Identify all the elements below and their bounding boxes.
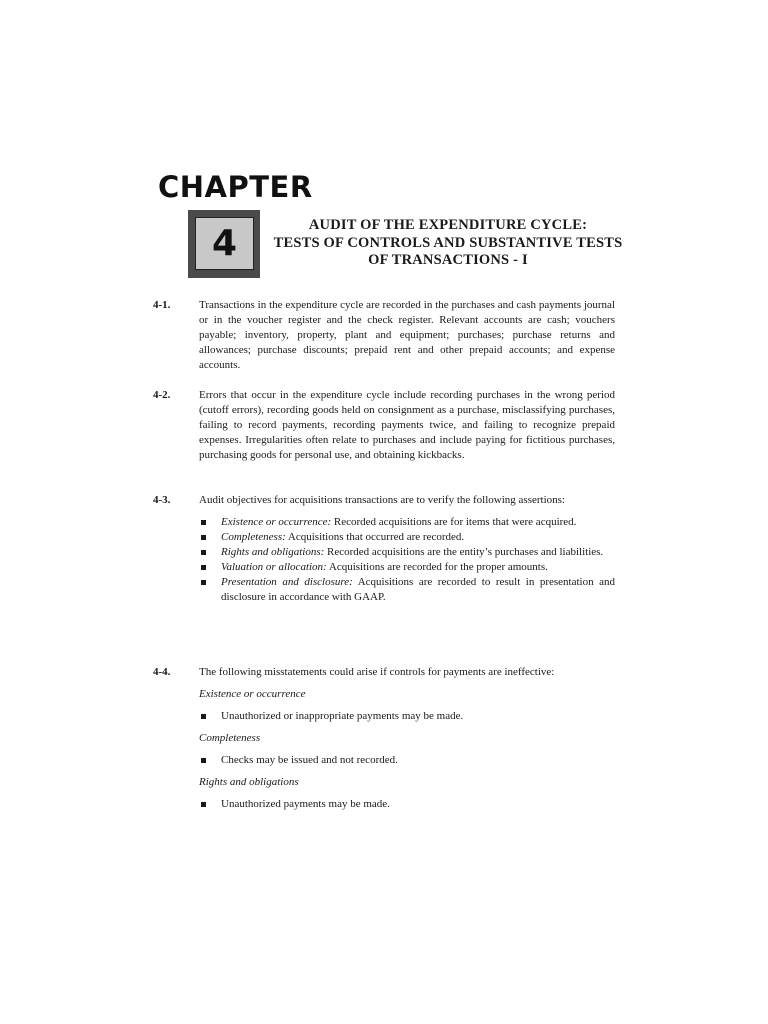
misstatement-text: Unauthorized payments may be made. [221,798,390,810]
bullet-icon [201,550,206,555]
list-item [199,545,615,560]
assertion-term: Completeness: [221,531,286,543]
bullet-icon [201,520,206,525]
question-text: Errors that occur in the expenditure cycle include recording purchases in the wrong period (cutoff errors), recording goods held on consignment as a purchase, misclassifying purchases, failing to record payments, recording payments twice, and failing to recognize prepaid expenses. Irregularities often relate to purchases and include paying for fictitious purchases, purchasing goods for personal use, and obtaining kickbacks. [199,389,615,461]
list-item [199,797,615,812]
question-number: 4-3. [153,494,171,506]
misstatement-text: Unauthorized or inappropriate payments may be made. [221,710,464,722]
bullet-icon [201,535,206,540]
question-text: Transactions in the expenditure cycle are recorded in the purchases and cash payments journal or in the voucher register and the check register. Relevant accounts are cash; vouchers payable; inventory, property, plant and equipment; purchases; purchase returns and allowances; purchase discounts; prepaid rent and other prepaid accounts; and expense accounts. [199,299,615,371]
bullet-icon [201,758,206,763]
list-item [199,560,615,575]
question-4-4 [153,665,615,812]
assertion-text: Acquisitions are recorded for the proper amounts. [326,561,548,573]
bullet-icon [201,714,206,719]
question-4-1 [153,298,615,373]
subheading-completeness: Completeness [199,732,261,744]
chapter-title [268,217,628,270]
chapter-number-box [188,210,260,278]
assertion-list [199,515,615,605]
chapter-title-line: TESTS OF CONTROLS AND SUBSTANTIVE TESTS [273,234,623,251]
assertion-term: Existence or occurrence: [221,516,332,528]
misstatement-list [199,797,615,812]
chapter-title-line: OF TRANSACTIONS - I [368,252,528,268]
assertion-term: Valuation or allocation: [221,561,327,573]
bullet-icon [201,565,206,570]
chapter-title-line: AUDIT OF THE EXPENDITURE CYCLE: [308,217,588,233]
assertion-term: Presentation and disclosure: [221,576,353,588]
question-number: 4-1. [153,299,171,311]
assertion-term: Rights and obligations: [221,546,325,558]
assertion-text: Acquisitions that occurred are recorded. [285,531,465,543]
chapter-label: CHAPTER [158,170,313,204]
subheading-existence: Existence or occurrence [199,688,306,700]
question-intro: Audit objectives for acquisitions transactions are to verify the following assertions: [199,494,565,506]
list-item [199,575,615,605]
assertion-text: Acquisitions are recorded to result in presentation and disclosure in accordance with GAAP. [221,576,615,603]
bullet-icon [201,580,206,585]
question-intro: The following misstatements could arise if controls for payments are ineffective: [199,666,555,678]
assertion-text: Recorded acquisitions are the entity’s purchases and liabilities. [324,546,604,558]
list-item [199,530,615,545]
question-4-2 [153,388,615,463]
list-item [199,515,615,530]
subheading-rights: Rights and obligations [199,776,299,788]
bullet-icon [201,802,206,807]
question-number: 4-2. [153,389,171,401]
misstatement-list [199,709,615,724]
list-item [199,709,615,724]
question-4-3 [153,493,615,605]
list-item [199,753,615,768]
misstatement-text: Checks may be issued and not recorded. [221,754,398,766]
assertion-text: Recorded acquisitions are for items that were acquired. [331,516,577,528]
misstatement-list [199,753,615,768]
chapter-number: 4 [195,217,254,270]
question-number: 4-4. [153,666,171,678]
